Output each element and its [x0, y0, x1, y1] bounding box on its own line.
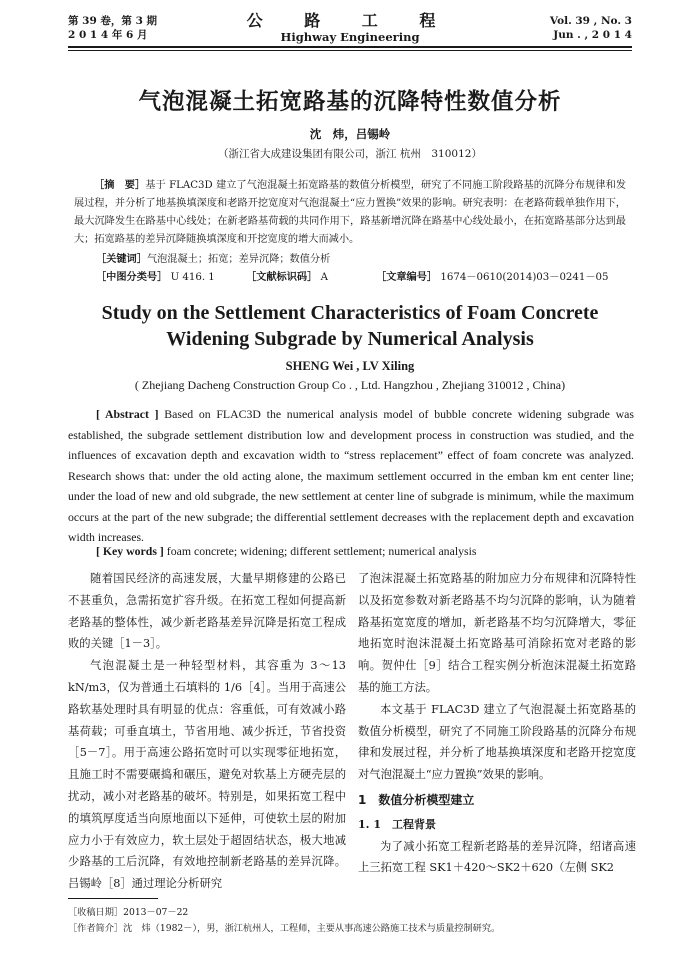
article-no-value: 1674－0610(2014)03－0241－05 [440, 272, 609, 283]
volume-issue-en: Vol. 39 , No. 3 [549, 15, 632, 27]
abstract-en [68, 404, 634, 548]
doc-code-value: A [320, 272, 328, 283]
subsection-heading-1-1: 1. 1 工程背景 [358, 817, 436, 831]
footnote-author: ［作者简介］沈 炜（1982－），男，浙江杭州人，工程师，主要从事高速公路施工技术与质量控制研究。 [68, 923, 501, 934]
body-column-right [358, 568, 636, 879]
keywords-en-text: foam concrete; widening; different settlement; numerical analysis [166, 544, 477, 558]
date-cn: 2 0 1 4 年 6 月 [68, 29, 148, 41]
keywords-en [96, 544, 476, 559]
keywords-cn-label: ［关键词］ [96, 253, 147, 265]
paper-title-en [0, 300, 700, 352]
paper-title-cn: 气泡混凝土拓宽路基的沉降特性数值分析 [138, 89, 562, 115]
body-column-left [68, 568, 346, 895]
header-rule-thin [68, 50, 632, 51]
footnote-received: ［收稿日期］2013－07－22 [68, 907, 189, 918]
body-paragraph: 本文基于 FLAC3D 建立了气泡混凝土拓宽路基的数值分析模型，研究了不同施工阶段路基的沉降分布规律和发展过程，并分析了地基换填深度和老路开挖宽度对气泡混凝土“应力置换”效果的影响。 [358, 702, 636, 782]
authors-cn: 沈 炜，吕锡岭 [309, 127, 391, 141]
classification-row [96, 268, 609, 283]
section-heading-1: 1 数值分析模型建立 [358, 792, 475, 807]
footnote-rule [68, 898, 158, 899]
paper-title-en-line2: Widening Subgrade by Numerical Analysis [166, 328, 534, 350]
keywords-en-label: [ Key words ] [96, 544, 164, 558]
body-paragraph: 气泡混凝土是一种轻型材料，其容重为 3～13 kN/m3，仅为普通土石填料的 1/6［4］。当用于高速公路软基处理时具有明显的优点：容重低，可有效减小路基荷载；可垂直填土，节省用地、减少拆迁，节省投资［5－7］。用于高速公路拓宽时可以实现零征地拓宽，且施工时不需要碾捣和碾压，避免对软基上方硬壳层的扰动，减小对老路基的破坏。特别是，如果拓宽工程中的填筑厚度适当向原地面以下延伸，可使软土层的附加应力小于有效应力，软土层处于超固结状态，极大地减少路基的工后沉降，有效地控制新老路基的差异沉降。吕锡岭［8］通过理论分析研究 [68, 659, 346, 891]
paper-title-en-line1: Study on the Settlement Characteristics of Foam Concrete [101, 302, 599, 324]
body-paragraph: 为了减小拓宽工程新老路基的差异沉降，绍诸高速上三拓宽工程 SK1＋420～SK2＋620（左侧 SK2 [358, 839, 636, 875]
body-paragraph: 了泡沫混凝土拓宽路基的附加应力分布规律和沉降特性以及拓宽参数对新老路基不均匀沉降的影响，认为随着路基拓宽宽度的增加，新老路基不均匀沉降增大，零征地拓宽时泡沫混凝土拓宽路基可消除拓宽对老路的影响。贺仲仕［9］结合工程实例分析泡沫混凝土拓宽路基的施工方法。 [358, 572, 636, 694]
journal-name-en: Highway Engineering [280, 30, 420, 44]
date-en: Jun . , 2 0 1 4 [553, 29, 632, 41]
journal-name-cn: 公 路 工 程 [246, 11, 454, 30]
header-right [550, 14, 632, 42]
article-no-label: ［文章编号］ [376, 271, 438, 283]
doc-code-label: ［文献标识码］ [246, 271, 318, 283]
authors-en: SHENG Wei , LV Xiling [285, 359, 415, 373]
abstract-en-label: [ Abstract ] [96, 407, 159, 421]
volume-issue-cn: 第 39 卷，第 3 期 [68, 15, 158, 27]
abstract-cn-text: 基于 FLAC3D 建立了气泡混凝土拓宽路基的数值分析模型，研究了不同施工阶段路基的沉降分布规律和发展过程，并分析了地基换填深度和老路开挖宽度对气泡混凝土“应力置换”效果的影响。研究表明：在老路荷载单独作用下，最大沉降发生在路基中心线处；在新老路基荷载的共同作用下，路基新增沉降在路基中心线处最小，在拓宽路基部分达到最大；拓宽路基的差异沉降随换填深度和开挖宽度的增大而减小。 [74, 180, 627, 245]
body-paragraph: 随着国民经济的高速发展，大量早期修建的公路已不甚重负，急需拓宽扩容升级。在拓宽工程如何提高新老路基的整体性，减少新老路基差异沉降是拓宽工程成败的关键［1－3］。 [68, 572, 346, 651]
abstract-cn-label: ［摘 要］ [94, 179, 146, 191]
abstract-cn [74, 176, 626, 249]
keywords-cn [96, 250, 330, 265]
affiliation-en: ( Zhejiang Dacheng Construction Group Co . , Ltd. Hangzhou , Zhejiang 310012 , China) [134, 378, 566, 392]
abstract-en-text: Based on FLAC3D the numerical analysis model of bubble concrete widening subgrade was established, the subgrade settlement distribution low and development process in construction was studied, and the influences of excavation depth and excavation width to “stress replacement” effect of foam concrete was analyzed. Research shows that: under the old acting alone, the maximum settlement occurred in the emban km ent center line; under the load of new and old subgrade, the new settlement at center line of subgrade is minimum, while the maximum occurs at the part of the new subgrade; the differential settlement decreases with the replacement depth and excavation width increases. [68, 407, 634, 544]
affiliation-cn: （浙江省大成建设集团有限公司，浙江 杭州 310012） [218, 148, 482, 160]
keywords-cn-text: 气泡混凝土；拓宽；差异沉降；数值分析 [146, 254, 331, 265]
clc-label: ［中图分类号］ [96, 271, 168, 283]
clc-value: U 416. 1 [170, 272, 215, 283]
header-rule-thick [68, 46, 632, 48]
